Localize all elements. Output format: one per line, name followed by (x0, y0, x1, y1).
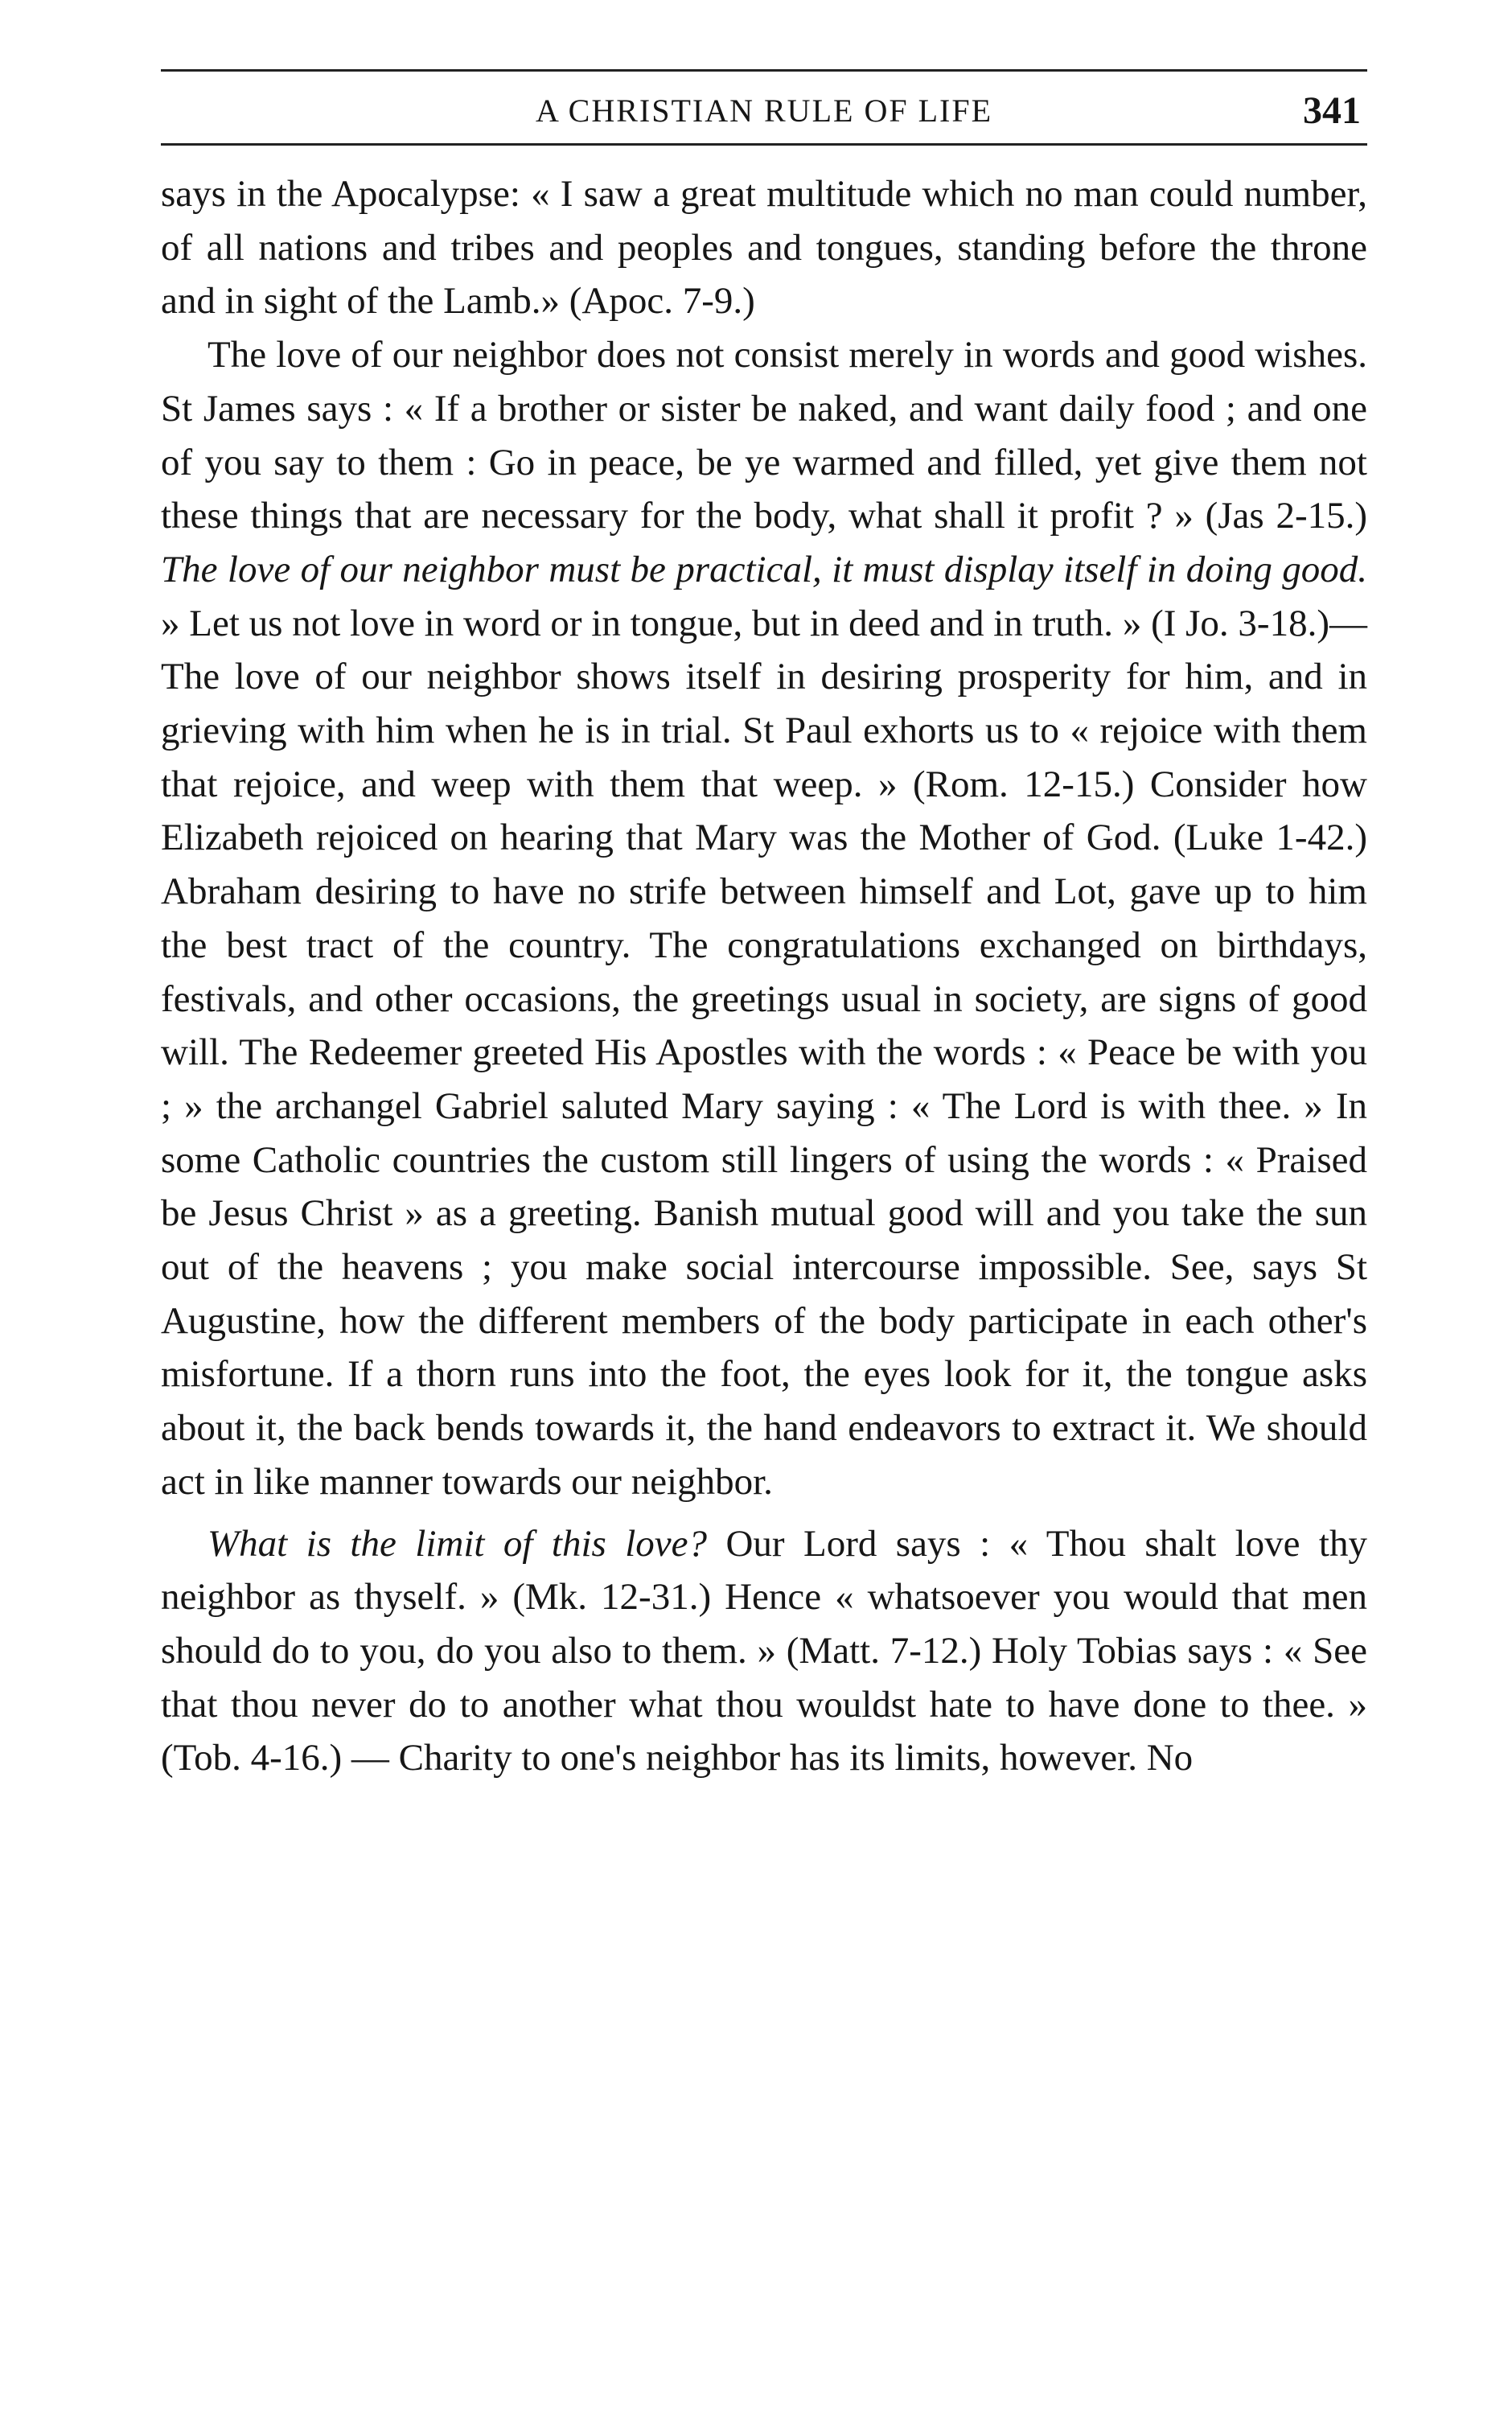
paragraph-2-text-a: The love of our neighbor does not consist merely in words and good wishes. St James says : « If a brother or sister be naked, and want daily food ; and one of you say to them : Go in peace, be ye warmed and filled, yet give them not these things that are necessary for the body, what shall it profit ? » (Jas 2-15.) (161, 334, 1367, 537)
header-rule (161, 143, 1367, 146)
paragraph-3 (161, 1517, 1367, 1786)
body-text (161, 167, 1367, 1785)
paragraph-2-text-b: » Let us not love in word or in tongue, but in deed and in truth. » (I Jo. 3-18.)—The love of our neighbor shows itself in desiring prosperity for him, and in grieving with him when he is in trial. St Paul exhorts us to « rejoice with them that rejoice, and weep with them that weep. » (Rom. 12-15.) Consider how Elizabeth rejoiced on hearing that Mary was the Mother of God. (Luke 1-42.) Abraham desiring to have no strife between himself and Lot, gave up to him the best tract of the country. The congratulations exchanged on birthdays, festivals, and other occasions, the greetings usual in society, are signs of good will. The Redeemer greeted His Apostles with the words : « Peace be with you ; » the archangel Gabriel saluted Mary saying : « The Lord is with thee. » In some Catholic countries the custom still lingers of using the words : « Praised be Jesus Christ » as a greeting. Banish mutual good will and you take the sun out of the heavens ; you make social intercourse impossible. See, says St Augustine, how the different members of the body participate in each other's misfortune. If a thorn runs into the foot, the eyes look for it, the tongue asks about it, the back bends towards it, the hand endeavors to extract it. We should act in like manner towards our neighbor. (161, 602, 1367, 1503)
paragraph-2 (161, 328, 1367, 1508)
running-head: A CHRISTIAN RULE OF LIFE (535, 93, 993, 129)
paragraph-3-emphasis: What is the limit of this love? (207, 1522, 708, 1565)
paragraph-2-emphasis: The love of our neighbor must be practical, it must display itself in doing good. (161, 548, 1367, 590)
top-rule (161, 69, 1367, 72)
page-number: 341 (1303, 89, 1361, 132)
paragraph-1 (161, 167, 1367, 328)
paragraph-3-text: Our Lord says : « Thou shalt love thy neighbor as thyself. » (Mk. 12-31.) Hence « whatsoever you would that men should do to you, do you also to them. » (Matt. 7-12.) Holy Tobias says : « See that thou never do to another what thou wouldst hate to have done to thee. » (Tob. 4-16.) — Charity to one's neighbor has its limits, however. No (161, 1522, 1367, 1779)
paragraph-1-text: says in the Apocalypse: « I saw a great multitude which no man could number, of all nations and tribes and peoples and tongues, standing before the throne and in sight of the Lamb.» (Apoc. 7-9.) (161, 173, 1367, 323)
page-header (161, 80, 1367, 145)
